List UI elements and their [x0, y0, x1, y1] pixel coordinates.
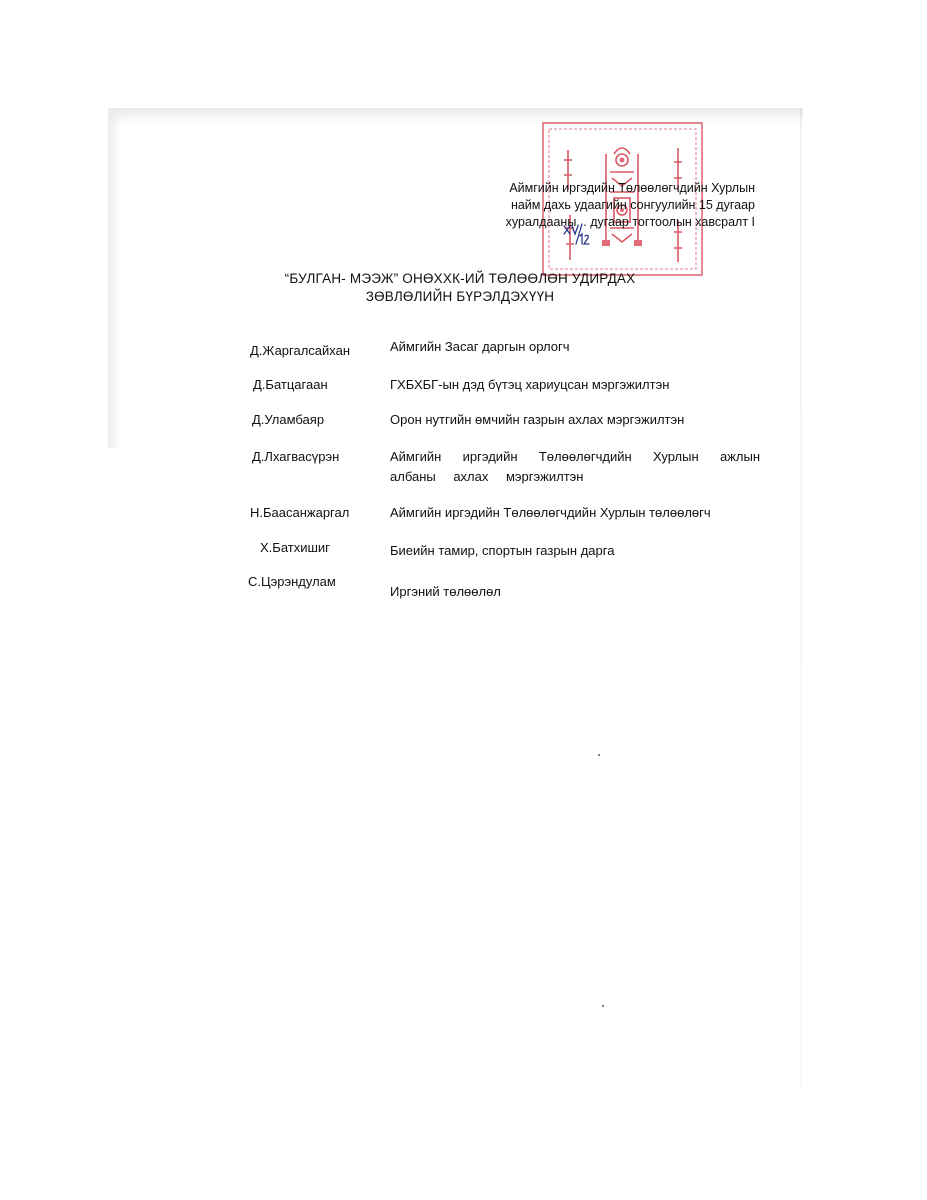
document-title [250, 270, 670, 306]
member-name: Д.Батцагаан [253, 377, 328, 392]
handwritten-number [560, 222, 592, 248]
title-line-2: ЗӨВЛӨЛИЙН БҮРЭЛДЭХҮҮН [365, 289, 555, 304]
member-name: Д.Жаргалсайхан [250, 343, 351, 358]
member-name: С.Цэрэндулам [248, 574, 336, 589]
member-name: Д.Уламбаяр [252, 412, 325, 427]
annex-line: хуралдааны... дугаар тогтоолын хавсралт I [505, 215, 755, 229]
annex-line: Аймгийн иргэдийн Төлөөлөгчдийн Хурлын [509, 181, 755, 195]
member-role: Аймгийн иргэдийн Төлөөлөгчдийн Хурлын ажлын албаны ахлах мэргэжилтэн [390, 449, 760, 484]
scan-edge [800, 108, 802, 1088]
member-role: Орон нутгийн өмчийн газрын ахлах мэргэжилтэн [390, 412, 685, 427]
annex-note [470, 180, 755, 231]
annex-line: найм дахь удаагийн сонгуулийн 15 дугаар [510, 198, 755, 212]
member-name: Д.Лхагвасүрэн [252, 449, 340, 464]
member-role: ГХБХБГ-ын дэд бүтэц хариуцсан мэргэжилтэн [390, 377, 670, 392]
member-role: Аймгийн иргэдийн Төлөөлөгчдийн Хурлын төлөөлөгч [390, 505, 711, 520]
member-name: Х.Батхишиг [260, 540, 330, 555]
scan-shadow-left [108, 108, 122, 448]
scan-speck [598, 754, 600, 756]
member-role: Иргэний төлөөлөл [390, 584, 501, 599]
member-name: Н.Баасанжаргал [250, 505, 350, 520]
scan-speck [602, 1005, 604, 1007]
member-role: Аймгийн Засаг даргын орлогч [390, 339, 570, 354]
member-role: Биеийн тамир, спортын газрын дарга [390, 543, 615, 558]
title-line-1: “БУЛГАН- МЭЭЖ” ОНӨХХК-ИЙ ТӨЛӨӨЛӨН УДИРДАХ [284, 271, 636, 286]
